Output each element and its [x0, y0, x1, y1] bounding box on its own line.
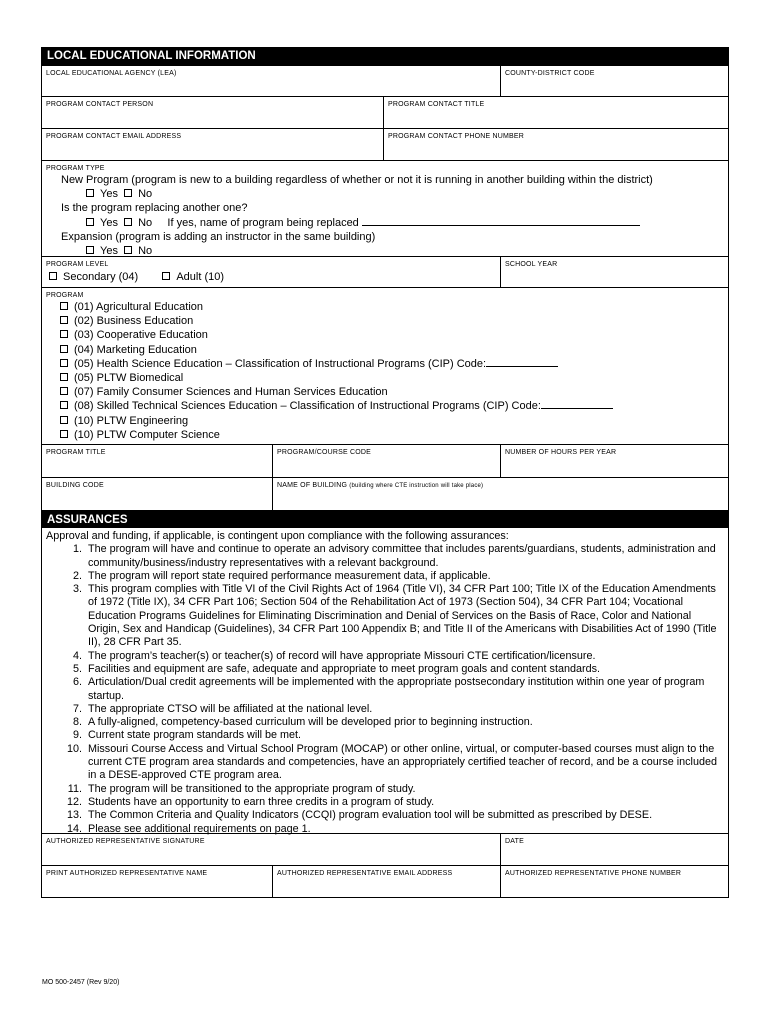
contact-person-label: PROGRAM CONTACT PERSON — [46, 101, 154, 108]
building-code-field[interactable] — [42, 478, 272, 510]
replacing-options — [46, 216, 724, 230]
assurance-text: Students have an opportunity to earn three credits in a program of study. — [88, 795, 435, 808]
program-list — [46, 300, 724, 442]
adult-label: Adult (10) — [176, 271, 225, 283]
lea-field[interactable] — [42, 66, 500, 96]
yes-label: Yes — [100, 245, 118, 258]
program-option-checkbox[interactable] — [60, 359, 68, 367]
contact-title-label: PROGRAM CONTACT TITLE — [388, 101, 485, 108]
program-title-row — [42, 444, 728, 477]
program-option-label: (05) PLTW Biomedical — [74, 372, 184, 385]
program-option-label: (02) Business Education — [74, 315, 194, 328]
program-option-checkbox[interactable] — [60, 373, 68, 381]
assurance-number: 7. — [72, 702, 82, 715]
assurance-item — [46, 729, 724, 742]
program-option-label: (08) Skilled Technical Sciences Education – Classification of Instructional Programs (CIP) Code: — [74, 400, 541, 413]
assurance-item — [46, 743, 724, 783]
assurance-number: 13. — [66, 809, 82, 822]
lea-row — [42, 65, 728, 96]
rep-phone-field[interactable] — [500, 866, 728, 897]
assurance-item — [46, 663, 724, 676]
rep-name-field[interactable] — [42, 866, 272, 897]
program-option — [46, 428, 724, 442]
county-district-label: COUNTY-DISTRICT CODE — [505, 70, 595, 77]
assurance-number: 1. — [72, 543, 82, 556]
adult-checkbox[interactable] — [162, 272, 170, 280]
school-year-field[interactable] — [500, 257, 728, 287]
assurance-number: 11. — [67, 782, 82, 795]
assurance-text: The program will report state required performance measurement data, if applicable. — [88, 569, 491, 582]
program-option-label: (03) Cooperative Education — [74, 329, 208, 342]
building-name-note: (building where CTE instruction will take place) — [349, 483, 484, 489]
assurance-number: 9. — [72, 729, 82, 742]
program-type-section — [42, 160, 728, 256]
program-title-field[interactable] — [42, 445, 272, 477]
contact-phone-label: PROGRAM CONTACT PHONE NUMBER — [388, 133, 525, 140]
rep-name-label: PRINT AUTHORIZED REPRESENTATIVE NAME — [46, 870, 208, 877]
assurance-text: This program complies with Title VI of the Civil Rights Act of 1964 (Title VI), 34 CFR Part 100; Title IX of the Education Amendments of 1972 (Title IX), 34 CFR Part 106; Section 504 of the Rehabilitation Act of 1973 (Section 504), 34 CFR Part 104; Vocational Education Programs Guidelines for Eliminating Discrimination and Denial of Services on the Basis of Race, Color and National Origin, Sex and Handicap (Guidelines), 34 CFR Part 100 Appendix B; and Title II of the Americans with Disabilities Act of 1990 (Title II), 28 CFR Part 35. — [88, 583, 717, 649]
replacing-question: Is the program replacing another one? — [61, 202, 248, 215]
hours-per-year-field[interactable] — [500, 445, 728, 477]
assurance-item — [46, 703, 724, 716]
local-info-header: LOCAL EDUCATIONAL INFORMATION — [42, 48, 728, 65]
contact-title-field[interactable] — [383, 97, 728, 128]
rep-email-label: AUTHORIZED REPRESENTATIVE EMAIL ADDRESS — [277, 870, 453, 877]
program-title-label: PROGRAM TITLE — [46, 449, 106, 456]
assurance-text: The appropriate CTSO will be affiliated at the national level. — [88, 702, 373, 715]
representative-row — [42, 865, 728, 897]
contact-row — [42, 96, 728, 128]
form-number: MO 500-2457 (Rev 9/20) — [42, 979, 120, 986]
lea-label: LOCAL EDUCATIONAL AGENCY (LEA) — [46, 70, 177, 77]
assurance-text: The program will have and continue to operate an advisory committee that includes parents/guardians, students, administration and community/business/industry representatives with a relevant background. — [88, 543, 716, 569]
secondary-checkbox[interactable] — [49, 272, 57, 280]
date-field[interactable] — [500, 834, 728, 865]
assurance-item — [46, 543, 724, 570]
program-section — [42, 287, 728, 444]
program-option-label: (01) Agricultural Education — [74, 301, 204, 313]
assurance-number: 12. — [66, 795, 82, 808]
program-option-checkbox[interactable] — [60, 330, 68, 338]
program-option-checkbox[interactable] — [60, 401, 68, 409]
building-name-field[interactable] — [272, 478, 728, 510]
assurance-text: Facilities and equipment are safe, adequate and appropriate to meet program goals and content standards. — [88, 662, 600, 675]
program-option — [46, 357, 724, 371]
assurance-number: 10. — [66, 742, 82, 755]
replaced-program-input[interactable] — [362, 216, 640, 226]
program-option-label: (05) Health Science Education – Classification of Instructional Programs (CIP) Code: — [74, 357, 487, 370]
contact-info-row — [42, 128, 728, 160]
program-option-checkbox[interactable] — [60, 416, 68, 424]
expansion-yes-checkbox[interactable] — [86, 246, 94, 254]
assurance-text: The Common Criteria and Quality Indicators (CCQI) program evaluation tool will be submitted as prescribed by DESE. — [88, 809, 653, 822]
program-option-label: (04) Marketing Education — [74, 343, 197, 356]
program-option-label: (07) Family Consumer Sciences and Human Services Education — [74, 386, 388, 399]
program-option — [46, 343, 724, 357]
assurance-item — [46, 796, 724, 809]
expansion-text: Expansion (program is adding an instructor in the same building) — [61, 230, 376, 243]
assurance-number: 4. — [72, 649, 82, 662]
program-option — [46, 399, 724, 413]
assurance-text: Missouri Course Access and Virtual School Program (MOCAP) or other online, virtual, or computer-based courses must align to the current CTE program area standards and competencies, have an appropriately certified teacher of record, and be a course included in a DESE-approved CTE program area. — [88, 742, 717, 782]
building-code-label: BUILDING CODE — [46, 482, 104, 489]
signature-field[interactable] — [42, 834, 500, 865]
hours-per-year-label: NUMBER OF HOURS PER YEAR — [505, 449, 617, 456]
county-district-field[interactable] — [500, 66, 728, 96]
assurances-section — [42, 528, 728, 833]
building-name-label-wrap — [273, 478, 728, 491]
cip-code-input[interactable] — [541, 399, 613, 409]
assurances-intro: Approval and funding, if applicable, is contingent upon compliance with the following assurances: — [46, 530, 509, 542]
program-option-checkbox[interactable] — [60, 430, 68, 438]
assurance-text: Articulation/Dual credit agreements will be implemented with the appropriate postsecondary institution within one year of program startup. — [88, 676, 705, 702]
assurance-item — [46, 809, 724, 822]
program-level-field — [42, 257, 500, 287]
cip-code-input[interactable] — [486, 357, 558, 367]
program-option — [46, 328, 724, 342]
contact-phone-field[interactable] — [383, 129, 728, 160]
program-option — [46, 414, 724, 428]
assurance-item — [46, 676, 724, 703]
new-program-yes-checkbox[interactable] — [86, 189, 94, 197]
program-option — [46, 385, 724, 399]
rep-phone-label: AUTHORIZED REPRESENTATIVE PHONE NUMBER — [505, 870, 682, 877]
assurance-item — [46, 583, 724, 649]
yes-label: Yes — [100, 188, 118, 201]
program-option-label: (10) PLTW Computer Science — [74, 428, 220, 441]
assurance-item — [46, 783, 724, 796]
course-code-field[interactable] — [272, 445, 500, 477]
date-label: DATE — [505, 838, 524, 845]
program-label: PROGRAM — [46, 292, 84, 299]
no-label: No — [138, 188, 153, 201]
no-label: No — [138, 216, 153, 229]
program-level-row — [42, 256, 728, 287]
assurance-text: The program will be transitioned to the appropriate program of study. — [88, 782, 416, 795]
program-option-checkbox[interactable] — [60, 345, 68, 353]
program-level-label: PROGRAM LEVEL — [46, 261, 109, 268]
program-option — [46, 371, 724, 385]
assurance-text: A fully-aligned, competency-based curriculum will be developed prior to beginning instruction. — [88, 716, 533, 729]
yes-label: Yes — [100, 216, 118, 229]
assurance-text: The program’s teacher(s) or teacher(s) of record will have appropriate Missouri CTE certification/licensure. — [88, 649, 596, 662]
assurance-number: 2. — [72, 569, 82, 582]
program-option-label: (10) PLTW Engineering — [74, 414, 189, 427]
program-level-options — [42, 270, 500, 284]
signature-label: AUTHORIZED REPRESENTATIVE SIGNATURE — [46, 838, 205, 845]
assurances-list — [46, 543, 724, 836]
replacing-no-checkbox[interactable] — [124, 218, 132, 226]
contact-email-label: PROGRAM CONTACT EMAIL ADDRESS — [46, 133, 182, 140]
contact-email-field[interactable] — [42, 129, 383, 160]
rep-email-field[interactable] — [272, 866, 500, 897]
no-label: No — [138, 245, 153, 258]
program-option-checkbox[interactable] — [60, 387, 68, 395]
replacing-yes-checkbox[interactable] — [86, 218, 94, 226]
building-name-label: NAME OF BUILDING — [277, 482, 348, 489]
assurances-header: ASSURANCES — [42, 510, 728, 528]
program-option — [46, 300, 724, 314]
school-year-label: SCHOOL YEAR — [505, 261, 558, 268]
contact-person-field[interactable] — [42, 97, 383, 128]
assurance-number: 3. — [72, 583, 82, 596]
assurance-number: 5. — [72, 662, 82, 675]
if-yes-label: If yes, name of program being replaced — [167, 216, 359, 229]
assurance-number: 14. — [66, 822, 82, 835]
new-program-options — [46, 187, 724, 201]
assurance-item — [46, 650, 724, 663]
building-row — [42, 477, 728, 510]
assurance-item — [46, 570, 724, 583]
cte-program-form — [41, 47, 729, 898]
program-option-checkbox[interactable] — [60, 316, 68, 324]
new-program-text: New Program (program is new to a building regardless of whether or not it is running in another building within the district) — [61, 174, 653, 186]
course-code-label: PROGRAM/COURSE CODE — [277, 449, 372, 456]
expansion-no-checkbox[interactable] — [124, 246, 132, 254]
program-option-checkbox[interactable] — [60, 302, 68, 310]
assurance-number: 8. — [72, 716, 82, 729]
assurance-text: Current state program standards will be met. — [88, 729, 302, 742]
assurance-text: Please see additional requirements on page 1. — [88, 822, 311, 835]
program-type-label: PROGRAM TYPE — [46, 165, 105, 172]
new-program-no-checkbox[interactable] — [124, 189, 132, 197]
secondary-label: Secondary (04) — [63, 271, 139, 283]
signature-row — [42, 833, 728, 865]
program-option — [46, 314, 724, 328]
assurance-item — [46, 716, 724, 729]
assurance-number: 6. — [72, 676, 82, 689]
